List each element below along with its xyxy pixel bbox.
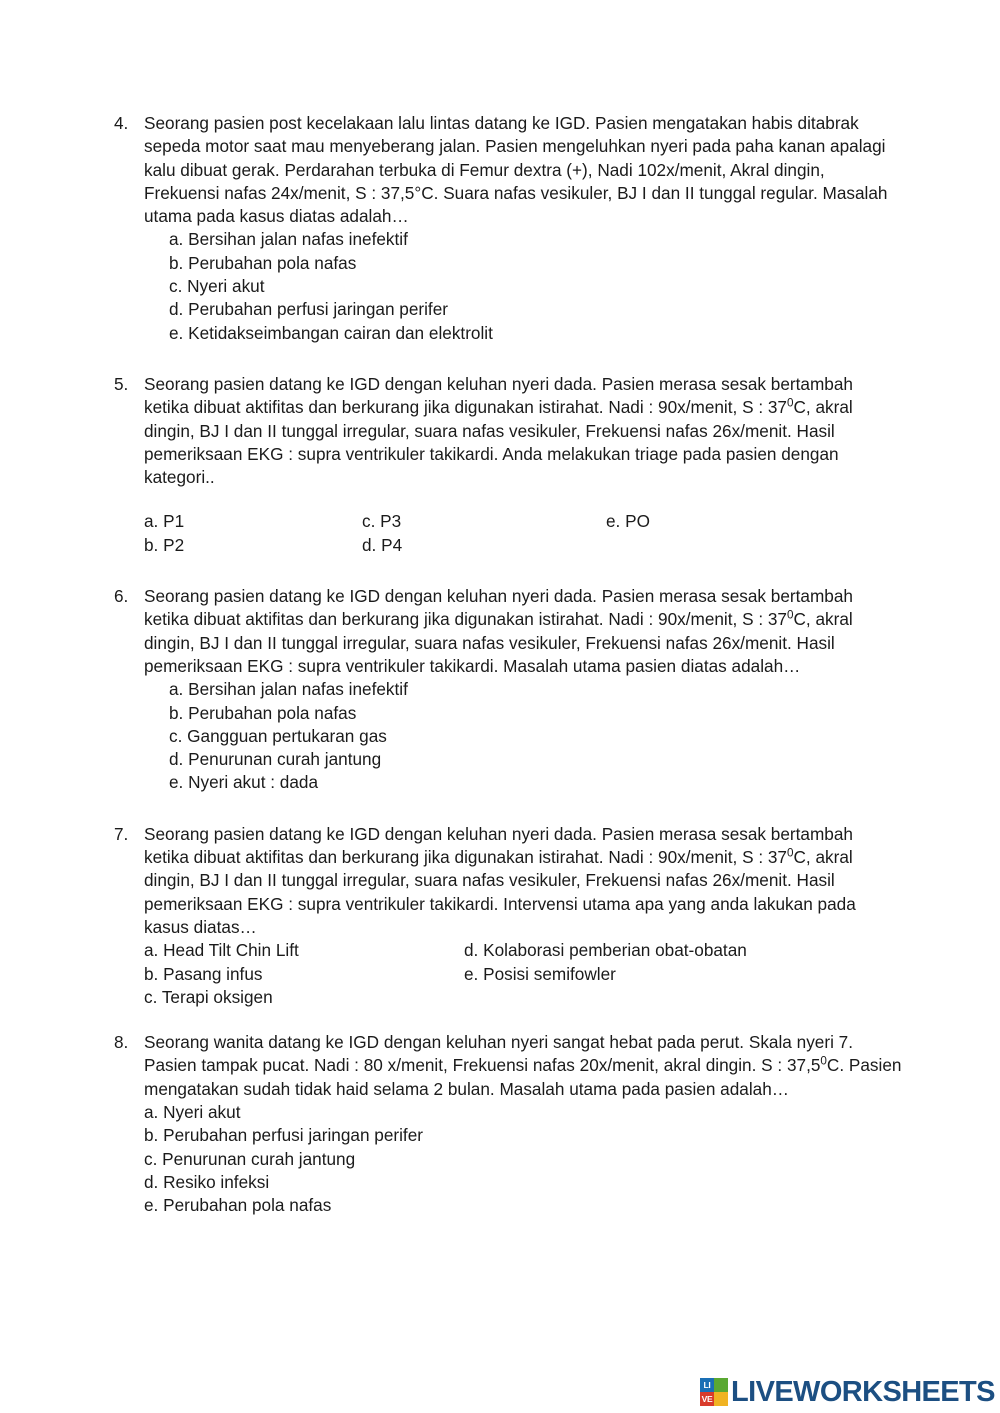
option-item[interactable]: a. P1	[144, 511, 185, 532]
option-item[interactable]: a. Bersihan jalan nafas inefektif	[169, 229, 408, 250]
question-8-number: 8.	[114, 1032, 129, 1053]
question-5	[112, 373, 902, 557]
option-item[interactable]: d. Penurunan curah jantung	[169, 749, 382, 770]
logo-tile-green	[714, 1378, 728, 1392]
question-7-stem-part1: Seorang pasien datang ke IGD dengan keluhan nyeri dada. Pasien merasa sesak bertambah ketika dibuat aktifitas dan berkurang jika digunakan istirahat. Nadi : 90x/menit, S : 37	[144, 823, 853, 868]
option-item[interactable]: b. Perubahan pola nafas	[169, 252, 357, 273]
degree-superscript: 0	[820, 1054, 827, 1068]
degree-superscript: 0	[787, 396, 794, 410]
question-8-stem-part2: C. Pasien mengatakan sudah tidak haid selama 2 bulan. Masalah utama pada pasien adalah…	[144, 1055, 902, 1099]
question-4	[112, 112, 902, 345]
option-item[interactable]: b. P2	[144, 534, 185, 555]
spacer	[112, 1009, 902, 1031]
question-8	[112, 1031, 902, 1217]
option-item[interactable]: a. Nyeri akut	[144, 1101, 241, 1122]
option-item[interactable]: e. Perubahan pola nafas	[144, 1195, 332, 1216]
question-6-stem-part2: C, akral dingin, BJ I dan II tunggal irregular, suara nafas vesikuler, Frekuensi nafas 26x/menit. Hasil pemeriksaan EKG : supra ventrikuler takikardi. Masalah utama pasien diatas adalah…	[144, 609, 853, 676]
option-item[interactable]: c. Nyeri akut	[169, 276, 265, 297]
spacer	[112, 345, 902, 373]
option-item[interactable]: e. Posisi semifowler	[464, 963, 616, 984]
question-8-body	[144, 1031, 902, 1217]
question-6-body	[144, 585, 902, 795]
spacer	[112, 795, 902, 823]
question-7-options	[144, 939, 902, 1009]
question-8-stem	[144, 1031, 902, 1101]
logo-tile-yellow	[714, 1392, 728, 1406]
question-5-body	[144, 373, 902, 557]
question-5-stem	[144, 373, 902, 489]
logo-tile-li: LI	[700, 1378, 714, 1392]
question-4-number: 4.	[114, 113, 129, 133]
option-item[interactable]: c. Terapi oksigen	[144, 986, 273, 1007]
logo-tile-ve: VE	[701, 1394, 713, 1404]
question-4-stem: Seorang pasien post kecelakaan lalu lintas datang ke IGD. Pasien mengatakan habis ditabrak sepeda motor saat mau menyeberang jalan. Pasien mengeluhkan nyeri pada paha kanan apalagi kalu dibuat gerak. Perdarahan terbuka di Femur dextra (+), Nadi 102x/menit, Akral dingin, Frekuensi nafas 24x/menit, S : 37,5°C. Suara nafas vesikuler, BJ I dan II tunggal regular. Masalah utama pada kasus diatas adalah…	[144, 113, 888, 227]
option-item[interactable]: d. Kolaborasi pemberian obat-obatan	[464, 940, 747, 961]
question-7-number: 7.	[114, 823, 129, 844]
question-5-options	[144, 510, 902, 557]
option-item[interactable]: a. Head Tilt Chin Lift	[144, 940, 299, 961]
question-7	[112, 823, 902, 1009]
option-item[interactable]: b. Perubahan perfusi jaringan perifer	[144, 1125, 423, 1146]
question-7-stem	[144, 823, 902, 939]
option-item[interactable]: d. Perubahan perfusi jaringan perifer	[169, 299, 448, 320]
liveworksheets-wordmark: LIVEWORKSHEETS	[731, 1375, 995, 1408]
degree-superscript: 0	[787, 846, 794, 860]
option-item[interactable]: d. Resiko infeksi	[144, 1171, 270, 1192]
question-4-options	[144, 228, 902, 344]
option-item[interactable]: e. PO	[606, 511, 650, 532]
option-item[interactable]: c. P3	[362, 511, 402, 532]
option-item[interactable]: e. Ketidakseimbangan cairan dan elektrolit	[169, 322, 493, 343]
degree-superscript: 0	[787, 608, 794, 622]
option-item[interactable]: b. Pasang infus	[144, 963, 263, 984]
option-item[interactable]: d. P4	[362, 534, 403, 555]
question-6-options	[144, 678, 902, 794]
option-item[interactable]: c. Penurunan curah jantung	[144, 1148, 356, 1169]
liveworksheets-logo-icon	[700, 1378, 728, 1406]
question-6-stem-part1: Seorang pasien datang ke IGD dengan keluhan nyeri dada. Pasien merasa sesak bertambah ketika dibuat aktifitas dan berkurang jika digunakan istirahat. Nadi : 90x/menit, S : 37	[144, 586, 853, 630]
option-item[interactable]: b. Perubahan pola nafas	[169, 702, 357, 723]
liveworksheets-logo[interactable]	[700, 1375, 995, 1409]
question-5-stem-part2: C, akral dingin, BJ I dan II tunggal irregular, suara nafas vesikuler, Frekuensi nafas 26x/menit. Hasil pemeriksaan EKG : supra ventrikuler takikardi. Anda melakukan triage pada pasien dengan kategori..	[144, 397, 853, 488]
question-5-number: 5.	[114, 373, 129, 394]
option-item[interactable]: a. Bersihan jalan nafas inefektif	[169, 679, 408, 700]
question-8-stem-part1: Seorang wanita datang ke IGD dengan keluhan nyeri sangat hebat pada perut. Skala nyeri 7. Pasien tampak pucat. Nadi : 80 x/menit, Frekuensi nafas 20x/menit, akral dingin. S : 37,5	[144, 1032, 853, 1076]
question-7-body	[144, 823, 902, 1009]
question-5-stem-part1: Seorang pasien datang ke IGD dengan keluhan nyeri dada. Pasien merasa sesak bertambah ketika dibuat aktifitas dan berkurang jika digunakan istirahat. Nadi : 90x/menit, S : 37	[144, 373, 853, 418]
question-8-options	[144, 1101, 902, 1217]
option-item[interactable]: e. Nyeri akut : dada	[169, 772, 319, 793]
question-4-body	[144, 112, 902, 345]
spacer	[112, 557, 902, 585]
question-7-stem-part2: C, akral dingin, BJ I dan II tunggal irregular, suara nafas vesikuler, Frekuensi nafas 26x/menit. Hasil pemeriksaan EKG : supra ventrikuler takikardi. Intervensi utama apa yang anda lakukan pada kasus diatas…	[144, 847, 856, 937]
questions-container	[112, 112, 902, 1217]
question-6-number: 6.	[114, 586, 129, 607]
question-6-stem	[144, 585, 902, 678]
option-item[interactable]: c. Gangguan pertukaran gas	[169, 725, 387, 746]
question-6	[112, 585, 902, 795]
